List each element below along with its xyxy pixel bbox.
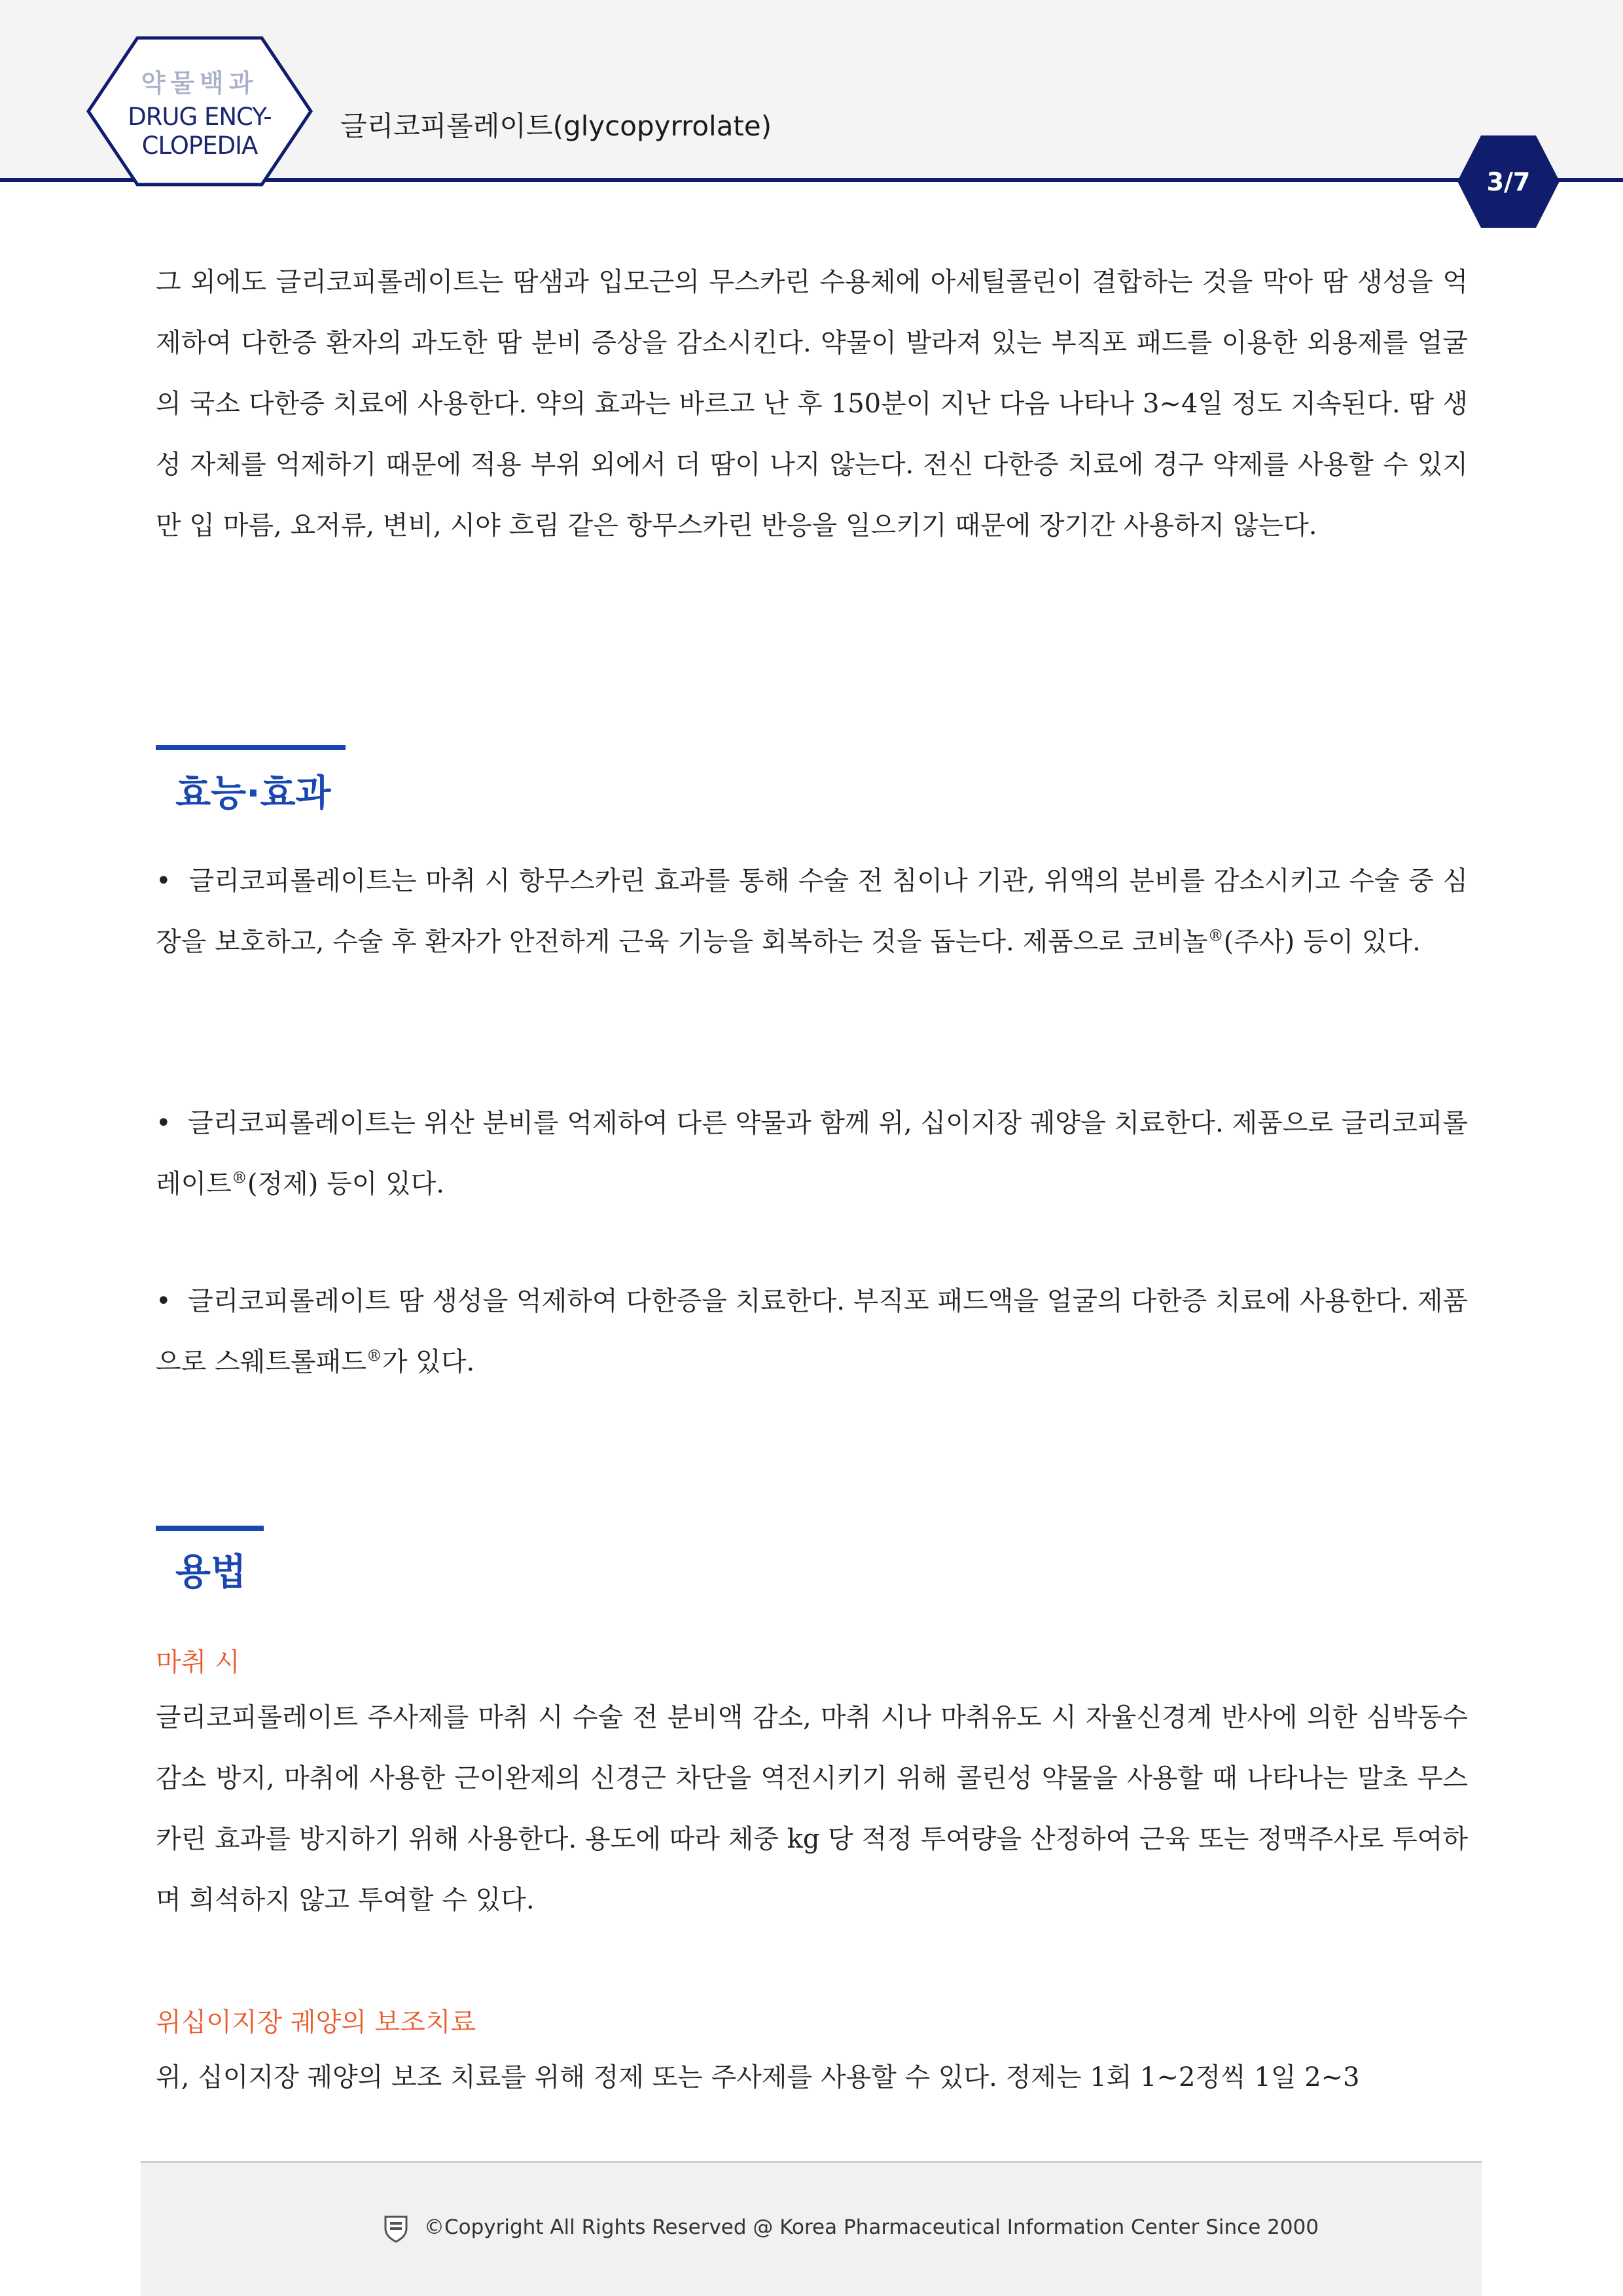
efficacy-item-1-tail: (주사) 등이 있다. (1223, 927, 1421, 957)
efficacy-item-2-text: 글리코피롤레이트는 위산 분비를 억제하여 다른 약물과 함께 위, 십이지장 궤양을 치료한다. 제품으로 글리코피롤레이트 (156, 1108, 1468, 1199)
section-title-usage: 용법 (175, 1551, 247, 1594)
efficacy-item-2-tail: (정제) 등이 있다. (247, 1169, 445, 1199)
section-accent-bar (156, 745, 346, 750)
usage-anesthesia-paragraph: 글리코피롤레이트 주사제를 마취 시 수술 전 분비액 감소, 마취 시나 마취유도 시 자율신경계 반사에 의한 심박동수 감소 방지, 마취에 사용한 근이완제의 신경근 차단을 역전시키기 위해 콜린성 약물을 사용할 때 나타나는 말초 무스카린 효과를 방지하기 위해 사용한다. 용도에 따라 체중 kg 당 적정 투여량을 산정하여 근육 또는 정맥주사로 투여하며 희석하지 않고 투여할 수 있다. (156, 1702, 1468, 1915)
logo-english-line1: DRUG ENCY- (128, 102, 272, 131)
subsection-title-ulcer: 위십이지장 궤양의 보조치료 (156, 2007, 476, 2037)
intro-paragraph: 그 외에도 글리코피롤레이트는 땀샘과 입모근의 무스카린 수용체에 아세틸콜린이 결합하는 것을 막아 땀 생성을 억제하여 다한증 환자의 과도한 땀 분비 증상을 감소시킨다. 약물이 발라져 있는 부직포 패드를 이용한 외용제를 얼굴의 국소 다한증 치료에 사용한다. 약의 효과는 바르고 난 후 150분이 지난 다음 나타나 3~4일 정도 지속된다. 땀 생성 자체를 억제하기 때문에 적용 부위 외에서 더 땀이 나지 않는다. 전신 다한증 치료에 경구 약제를 사용할 수 있지만 입 마름, 요저류, 변비, 시야 흐림 같은 항무스카린 반응을 일으키기 때문에 장기간 사용하지 않는다. (156, 267, 1468, 541)
subsection-title-anesthesia: 마취 시 (156, 1647, 240, 1677)
copyright-text: ©Copyright All Rights Reserved @ Korea Pharmaceutical Information Center Since 2000 (424, 2215, 1319, 2239)
usage-ulcer-paragraph: 위, 십이지장 궤양의 보조 치료를 위해 정제 또는 주사제를 사용할 수 있다. 정제는 1회 1~2정씩 1일 2~3 (156, 2062, 1360, 2092)
logo (85, 36, 314, 187)
section-title-efficacy: 효능·효과 (175, 772, 331, 815)
section-accent-bar (156, 1526, 264, 1531)
shield-emblem-icon (382, 2214, 410, 2243)
bullet: • (156, 1286, 171, 1316)
registered-mark: ® (1207, 926, 1224, 945)
bullet: • (156, 1108, 171, 1138)
page-number: 3/7 (1486, 167, 1531, 196)
efficacy-item-1 (156, 851, 1468, 973)
efficacy-item-3-tail: 가 있다. (382, 1347, 475, 1377)
logo-english-line2: CLOPEDIA (141, 131, 258, 160)
registered-mark: ® (231, 1168, 247, 1187)
bullet: • (156, 866, 171, 896)
efficacy-item-3 (156, 1271, 1468, 1393)
efficacy-item-1-text: 글리코피롤레이트는 마취 시 항무스카린 효과를 통해 수술 전 침이나 기관, 위액의 분비를 감소시키고 수술 중 심장을 보호하고, 수술 후 환자가 안전하게 근육 기능을 회복하는 것을 돕는다. 제품으로 코비놀 (156, 866, 1468, 957)
registered-mark: ® (366, 1346, 382, 1365)
logo-korean: 약물백과 (141, 68, 259, 98)
efficacy-item-2 (156, 1093, 1468, 1215)
document-title: 글리코피롤레이트(glycopyrrolate) (340, 110, 772, 142)
efficacy-item-3-text: 글리코피롤레이트 땀 생성을 억제하여 다한증을 치료한다. 부직포 패드액을 얼굴의 다한증 치료에 사용한다. 제품으로 스웨트롤패드 (156, 1286, 1468, 1377)
